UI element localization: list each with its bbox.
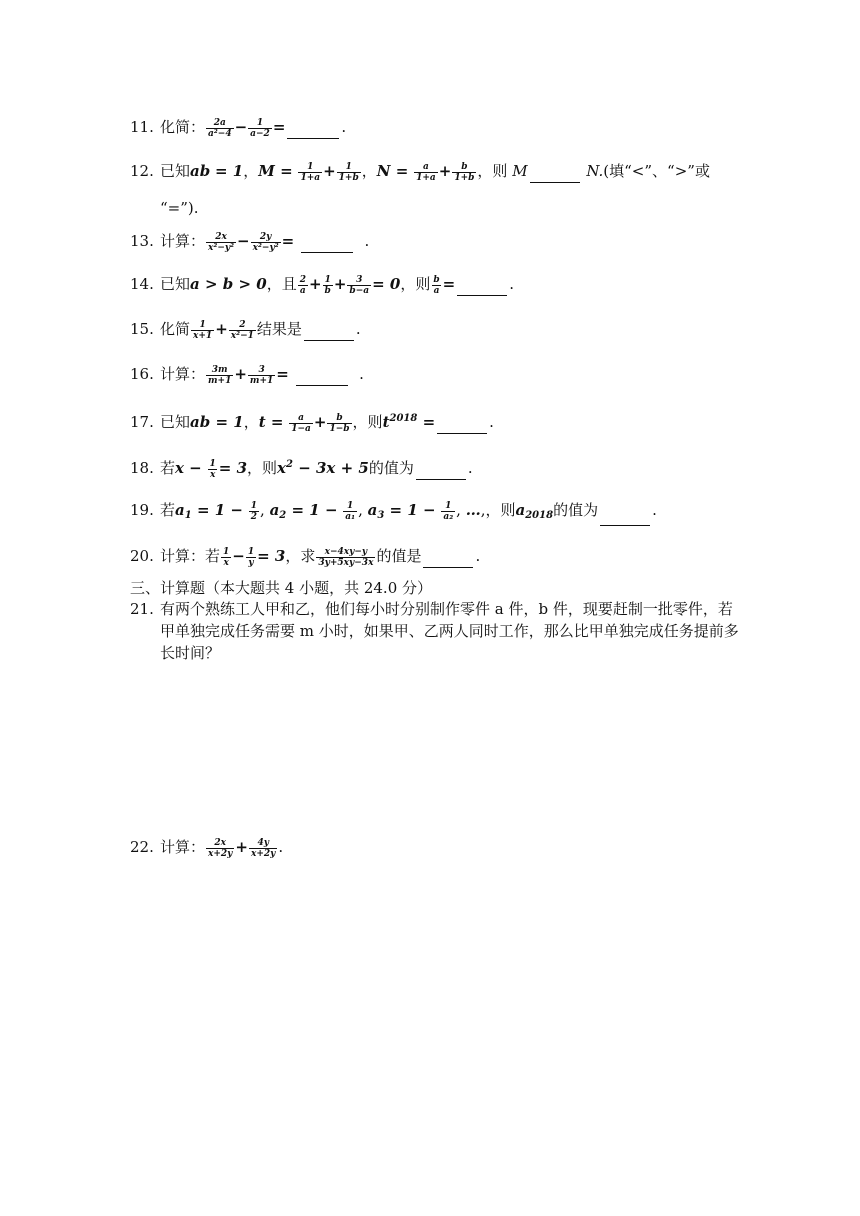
question-text: 已知	[160, 162, 191, 180]
question-text: 计算：若	[160, 547, 221, 565]
question-11: 11. 化简： $\frac{2a}{\text{a²−4}}$ − $\frac{1}{a-2}$ = .	[130, 117, 347, 139]
question-16: 16. 计算： $\frac{3m}{m+1}$ + $\frac{3}{m+1}$ = .	[130, 364, 364, 386]
fraction: $\frac{2}{\text{x²−1}}$	[230, 319, 254, 341]
answer-blank[interactable]	[530, 168, 580, 183]
answer-blank[interactable]	[457, 281, 507, 296]
fraction: $\frac{2y}{\text{x²−y²}}$	[252, 231, 279, 253]
question-number: 21.	[130, 600, 154, 618]
fraction: $\frac{a}{1-a}$	[291, 412, 311, 434]
question-text: ，则	[477, 162, 513, 180]
question-text: 的值是	[376, 547, 422, 565]
question-15: 15. 化简 $\frac{1}{x+1}$ + $\frac{2}{\text{x²−1}}$ 结果是 .	[130, 319, 361, 341]
question-text: ，则	[352, 413, 383, 431]
fraction: $\frac{1}{a-2}$	[250, 117, 270, 139]
fraction: $\frac{b}{1-b}$	[329, 412, 350, 434]
question-text: 的值为	[368, 459, 414, 477]
question-text: 已知	[160, 275, 191, 293]
fraction: $\frac{1}{x}$	[209, 458, 216, 480]
question-number: 14.	[130, 275, 154, 293]
fraction: $\frac{1}{\text{a₁}}$	[345, 500, 356, 522]
question-text: (填“<”、“>”或	[603, 162, 710, 180]
question-text: 已知	[160, 413, 191, 431]
question-text: 计算：	[160, 232, 206, 250]
fraction: $\frac{1}{\text{a₂}}$	[443, 500, 454, 522]
answer-blank[interactable]	[287, 124, 339, 139]
fraction: $\frac{1}{y}$	[247, 546, 255, 568]
question-18: 18. 若x − $\frac{1}{x}$ = 3，则$x^2 - 3x + 5$的值为 .	[130, 458, 473, 480]
answer-blank[interactable]	[296, 371, 348, 386]
question-number: 15.	[130, 320, 154, 338]
question-12: 12. 已知ab = 1，M = $\frac{1}{1+a}$ + $\frac{1}{1+b}$ ，N = $\frac{a}{1+a}$ + $\frac{b}{1+b}$ ，则 M N.(填“<”、“>”或	[130, 161, 710, 183]
question-17: 17. 已知ab = 1，t = $\frac{a}{1-a}$ + $\frac{b}{1-b}$ ，则$t^{2018}$ = .	[130, 412, 494, 434]
question-21	[130, 598, 740, 664]
question-number: 22.	[130, 838, 154, 856]
fraction: $\frac{x-4xy-y}{3y+5xy-3x}$	[318, 546, 374, 568]
question-text: ，	[361, 162, 377, 180]
fraction: $\frac{4y}{x+2y}$	[251, 837, 276, 859]
question-number: 16.	[130, 365, 154, 383]
fraction: $\frac{3}{m+1}$	[249, 364, 274, 386]
question-text: 有两个熟练工人甲和乙，他们每小时分别制作零件 a 件，b 件，现要赶制一批零件，若甲单独完成任务需要 m 小时，如果甲、乙两人同时工作，那么比甲单独完成任务提前多长时间？	[160, 600, 739, 662]
question-text: 结果是	[256, 320, 302, 338]
question-text: “=”).	[160, 199, 199, 217]
fraction: $\frac{a}{1+a}$	[416, 161, 436, 183]
question-20: 20. 计算：若 $\frac{1}{x}$ − $\frac{1}{y}$ = 3，求 $\frac{x-4xy-y}{3y+5xy-3x}$ 的值是 .	[130, 546, 481, 568]
question-text: ，则	[247, 459, 278, 477]
answer-blank[interactable]	[600, 511, 650, 526]
question-text: 若	[160, 459, 176, 477]
fraction: $\frac{3m}{m+1}$	[208, 364, 232, 386]
fraction: $\frac{2}{a}$	[299, 274, 306, 296]
answer-blank[interactable]	[416, 465, 466, 480]
fraction: $\frac{1}{x}$	[223, 546, 230, 568]
question-number: 20.	[130, 547, 154, 565]
question-22: 22. 计算： $\frac{2x}{x+2y}$ + $\frac{4y}{x+2y}$ .	[130, 837, 284, 859]
question-text: 计算：	[160, 838, 206, 856]
question-text: ，则	[400, 275, 431, 293]
fraction: $\frac{2a}{\text{a²−4}}$	[208, 117, 232, 139]
question-text: ，	[243, 162, 259, 180]
question-number: 13.	[130, 232, 154, 250]
fraction: $\frac{2x}{\text{x²−y²}}$	[208, 231, 235, 253]
fraction: $\frac{b}{a}$	[433, 274, 440, 296]
fraction: $\frac{b}{1+b}$	[454, 161, 475, 183]
question-text: ，则	[485, 501, 516, 519]
question-number: 18.	[130, 459, 154, 477]
fraction: $\frac{1}{b}$	[324, 274, 331, 296]
fraction: $\frac{1}{1+b}$	[338, 161, 359, 183]
answer-blank[interactable]	[423, 553, 473, 568]
answer-blank[interactable]	[301, 238, 353, 253]
question-text: 的值为	[553, 501, 599, 519]
question-text: 计算：	[160, 365, 206, 383]
question-12-cont	[160, 198, 199, 218]
fraction: $\frac{1}{2}$	[250, 500, 258, 522]
question-text: 化简：	[160, 118, 206, 136]
fraction: $\frac{1}{1+a}$	[300, 161, 321, 183]
question-text: 若	[160, 501, 176, 519]
question-text: ，	[243, 413, 259, 431]
section-heading: 三、计算题（本大题共 4 小题，共 24.0 分）	[130, 579, 433, 597]
question-number: 12.	[130, 162, 154, 180]
answer-blank[interactable]	[437, 419, 487, 434]
question-19: 19. 若$a_1 = 1$ − $\frac{1}{2}$ , $a_2 = 1$ − $\frac{1}{\text{a₁}}$ , $a_3 = 1$ − $\frac{1}{\text{a₂}}$ , …,，则$a_{2018}$的值为 .	[130, 500, 657, 526]
fraction: $\frac{1}{x+1}$	[193, 319, 213, 341]
question-text: ，且	[266, 275, 297, 293]
answer-blank[interactable]	[304, 326, 354, 341]
question-number: 19.	[130, 501, 154, 519]
question-number: 17.	[130, 413, 154, 431]
question-text: 化简	[160, 320, 191, 338]
question-text: ，求	[285, 547, 316, 565]
question-13: 13. 计算： $\frac{2x}{\text{x²−y²}}$ − $\frac{2y}{\text{x²−y²}}$ = .	[130, 231, 370, 253]
fraction: $\frac{3}{b-a}$	[349, 274, 370, 296]
fraction: $\frac{2x}{x+2y}$	[208, 837, 233, 859]
question-14: 14. 已知a > b > 0，且 $\frac{2}{a}$ + $\frac{1}{b}$ + $\frac{3}{b-a}$ = 0，则 $\frac{b}{a}$ = .	[130, 274, 514, 296]
question-number: 11.	[130, 118, 154, 136]
